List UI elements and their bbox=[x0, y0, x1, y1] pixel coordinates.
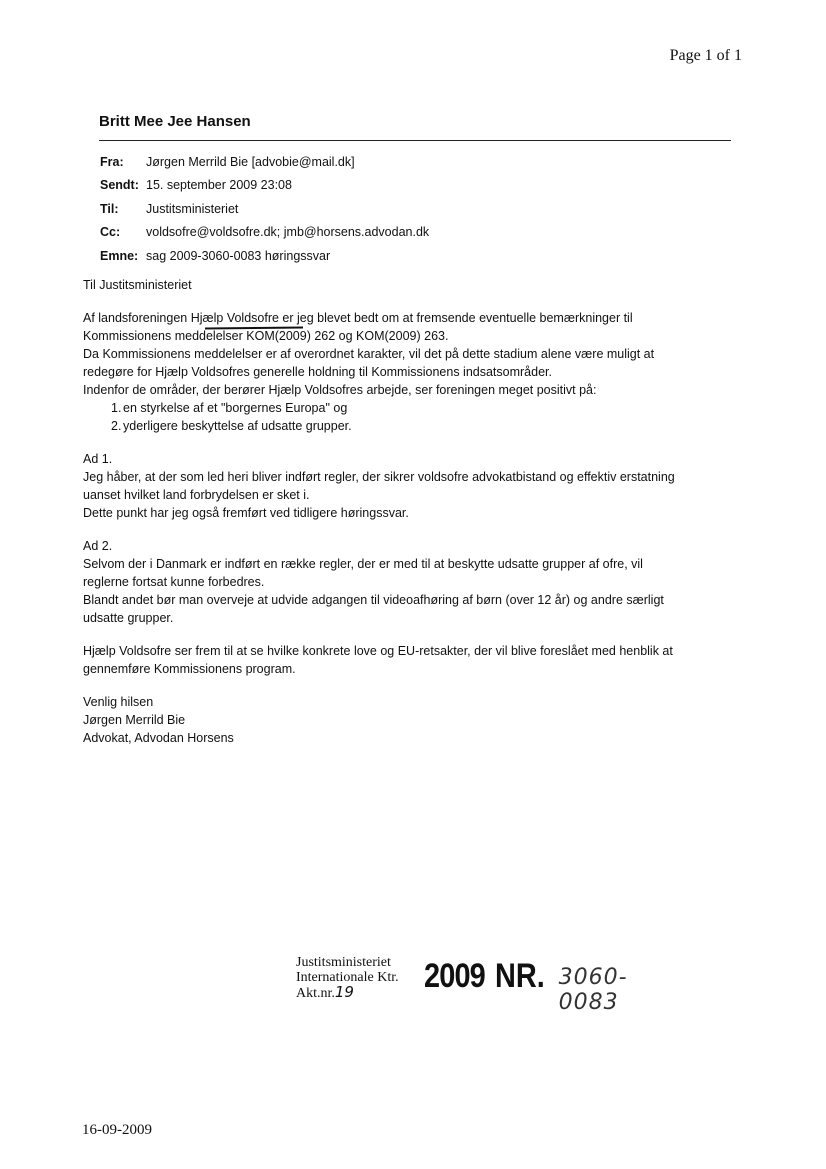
body-line: Da Kommissionens meddelelser er af overordnet karakter, vil det på dette stadium alene være muligt at bbox=[83, 347, 655, 361]
stamp-text bbox=[296, 955, 399, 1001]
list-item bbox=[83, 399, 743, 417]
body-line: Kommissionens meddelelser KOM(2009) 262 og KOM(2009) 263. bbox=[83, 329, 449, 343]
body-line: uanset hvilket land forbrydelsen er sket i. bbox=[83, 488, 310, 502]
email-headers bbox=[100, 150, 429, 268]
header-to bbox=[100, 197, 429, 221]
body-line: Blandt andet bør man overveje at udvide adgangen til videoafhøring af børn (over 12 år) og andre særligt bbox=[83, 593, 664, 607]
body-line: Hjælp Voldsofre ser frem til at se hvilke konkrete love og EU-retsakter, der vil blive foreslået med henblik at bbox=[83, 644, 673, 658]
footer-date: 16-09-2009 bbox=[82, 1122, 152, 1138]
stamp-line: Internationale Ktr. bbox=[296, 970, 399, 985]
body-line: reglerne fortsat kunne forbedres. bbox=[83, 575, 265, 589]
signature-line: Jørgen Merrild Bie bbox=[83, 713, 186, 727]
signature-line: Advokat, Advodan Horsens bbox=[83, 731, 234, 745]
body-line: redegøre for Hjælp Voldsofres generelle holdning til Kommissionens indsatsområder. bbox=[83, 365, 552, 379]
header-value: sag 2009-3060-0083 høringssvar bbox=[146, 248, 331, 263]
body-line: udsatte grupper. bbox=[83, 611, 174, 625]
numbered-list bbox=[83, 399, 743, 435]
header-label: Emne: bbox=[100, 248, 139, 263]
list-text: yderligere beskyttelse af udsatte grupper. bbox=[123, 419, 352, 433]
body-line: Selvom der i Danmark er indført en række regler, der er med til at beskytte udsatte grupper af ofre, vil bbox=[83, 557, 643, 571]
handwritten-case-number: 3060-0083 bbox=[558, 965, 628, 1015]
signature-line: Venlig hilsen bbox=[83, 695, 154, 709]
stamp-akt: Akt.nr.19 bbox=[296, 983, 354, 1001]
header-divider bbox=[99, 140, 731, 141]
list-number: 2. bbox=[111, 419, 122, 433]
header-label: Fra: bbox=[100, 154, 124, 169]
list-number: 1. bbox=[111, 401, 122, 415]
stamp-line: Justitsministeriet bbox=[296, 955, 391, 970]
body-line: Dette punkt har jeg også fremført ved tidligere høringssvar. bbox=[83, 506, 409, 520]
body-line: Af landsforeningen Hjælp Voldsofre er jeg blevet bedt om at fremsende eventuelle bemærkninger til bbox=[83, 311, 633, 325]
stamp-year: 2009 bbox=[424, 957, 485, 995]
section-title: Ad 1. bbox=[83, 452, 113, 466]
header-value: 15. september 2009 23:08 bbox=[146, 178, 292, 193]
handwritten-akt-number: 19 bbox=[334, 983, 354, 1001]
header-value: voldsofre@voldsofre.dk; jmb@horsens.advodan.dk bbox=[146, 225, 430, 240]
email-body bbox=[83, 276, 743, 747]
list-item bbox=[83, 417, 743, 435]
list-text: en styrkelse af et "borgernes Europa" og bbox=[123, 401, 348, 415]
header-sent bbox=[100, 174, 429, 198]
header-subject bbox=[100, 244, 429, 268]
body-line: Jeg håber, at der som led heri bliver indført regler, der sikrer voldsofre advokatbistand og effektiv erstatning bbox=[83, 470, 675, 484]
header-value: Justitsministeriet bbox=[146, 201, 239, 216]
stamp-nr-label: NR. bbox=[494, 957, 545, 995]
section-title: Ad 2. bbox=[83, 539, 113, 553]
body-line: gennemføre Kommissionens program. bbox=[83, 662, 296, 676]
sender-name: Britt Mee Jee Hansen bbox=[99, 113, 251, 130]
header-cc bbox=[100, 221, 429, 245]
header-label: Til: bbox=[100, 201, 119, 216]
header-value: Jørgen Merrild Bie [advobie@mail.dk] bbox=[146, 154, 355, 169]
body-line: Indenfor de områder, der berører Hjælp Voldsofres arbejde, ser foreningen meget positivt på: bbox=[83, 383, 597, 397]
header-label: Sendt: bbox=[100, 178, 139, 193]
header-label: Cc: bbox=[100, 225, 121, 240]
page-number: Page 1 of 1 bbox=[669, 47, 742, 64]
salutation: Til Justitsministeriet bbox=[83, 278, 192, 292]
header-from bbox=[100, 150, 429, 174]
